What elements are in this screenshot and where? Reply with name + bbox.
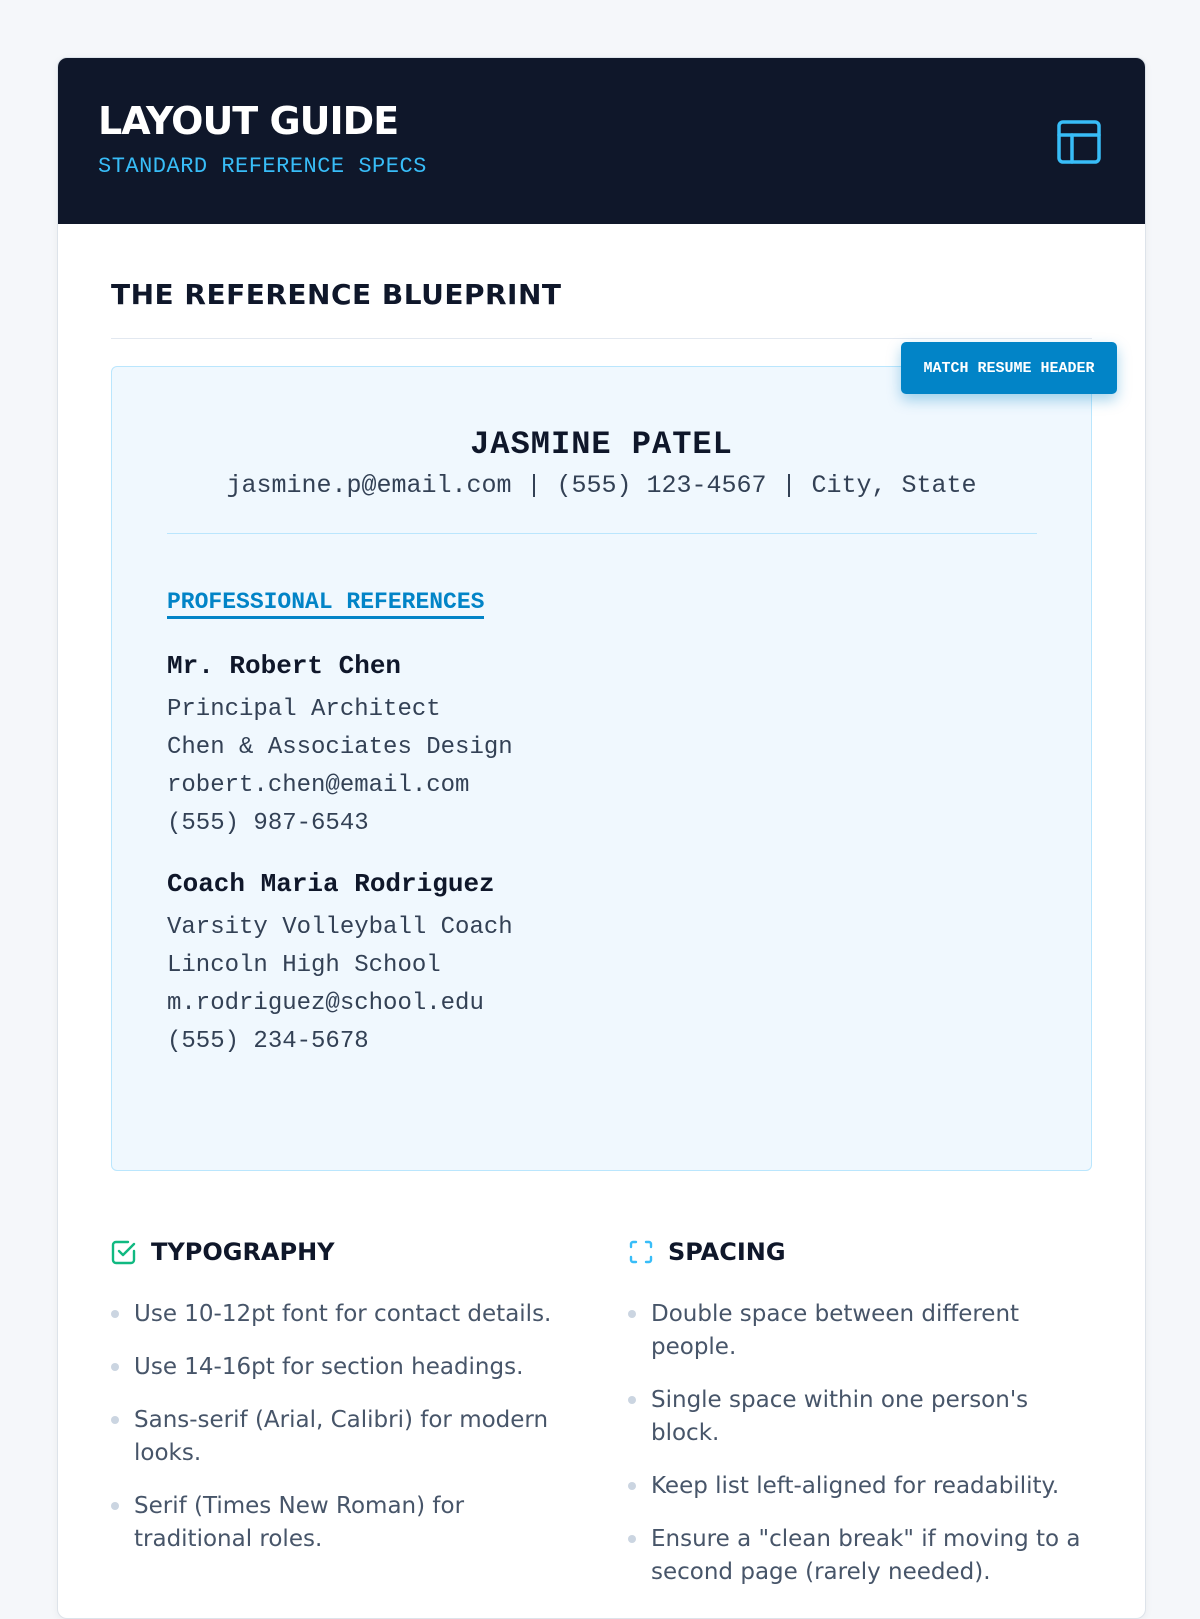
- reference-entry: [167, 649, 513, 843]
- candidate-name: JASMINE PATEL: [470, 426, 733, 463]
- reference-blueprint: [111, 366, 1092, 1171]
- list-item: Use 14-16pt for section headings.: [111, 1351, 581, 1384]
- reference-phone: (555) 234-5678: [167, 1028, 369, 1055]
- guide-header: [58, 58, 1145, 224]
- typography-list: [111, 1298, 581, 1556]
- reference-title: Varsity Volleyball Coach: [167, 914, 513, 941]
- reference-organization: Chen & Associates Design: [167, 734, 513, 761]
- reference-organization: Lincoln High School: [167, 952, 441, 979]
- list-item: Ensure a "clean break" if moving to a second page (rarely needed).: [628, 1523, 1098, 1589]
- blueprint-divider: [167, 533, 1037, 534]
- typography-section: [111, 1236, 581, 1576]
- reference-email: m.rodriguez@school.edu: [167, 990, 484, 1017]
- checkbox-icon: [111, 1239, 137, 1265]
- reference-phone: (555) 987-6543: [167, 810, 369, 837]
- layout-icon: [1055, 118, 1103, 166]
- section-title: THE REFERENCE BLUEPRINT: [111, 278, 562, 311]
- reference-email: robert.chen@email.com: [167, 772, 470, 799]
- reference-entry: [167, 867, 513, 1061]
- spacing-section: [628, 1236, 1098, 1609]
- candidate-contact: jasmine.p@email.com | (555) 123-4567 | City, State: [226, 471, 977, 500]
- list-item: Use 10-12pt font for contact details.: [111, 1298, 581, 1331]
- list-item: Sans-serif (Arial, Calibri) for modern looks.: [111, 1404, 581, 1470]
- spacing-title: SPACING: [668, 1238, 786, 1266]
- guide-subtitle: STANDARD REFERENCE SPECS: [98, 154, 427, 179]
- reference-title: Principal Architect: [167, 696, 441, 723]
- list-item: Keep list left-aligned for readability.: [628, 1470, 1098, 1503]
- list-item: Single space within one person's block.: [628, 1384, 1098, 1450]
- reference-name: Coach Maria Rodriguez: [167, 869, 495, 899]
- guide-title: LAYOUT GUIDE: [98, 99, 399, 143]
- list-item: Double space between different people.: [628, 1298, 1098, 1364]
- layout-guide-card: [57, 57, 1146, 1619]
- match-resume-header-badge[interactable]: MATCH RESUME HEADER: [901, 342, 1117, 394]
- spacing-list: [628, 1298, 1098, 1589]
- references-heading: PROFESSIONAL REFERENCES: [167, 590, 484, 619]
- typography-title: TYPOGRAPHY: [151, 1238, 335, 1266]
- list-item: Serif (Times New Roman) for traditional roles.: [111, 1490, 581, 1556]
- expand-corners-icon: [628, 1239, 654, 1265]
- reference-name: Mr. Robert Chen: [167, 651, 402, 681]
- section-divider: [111, 338, 1092, 339]
